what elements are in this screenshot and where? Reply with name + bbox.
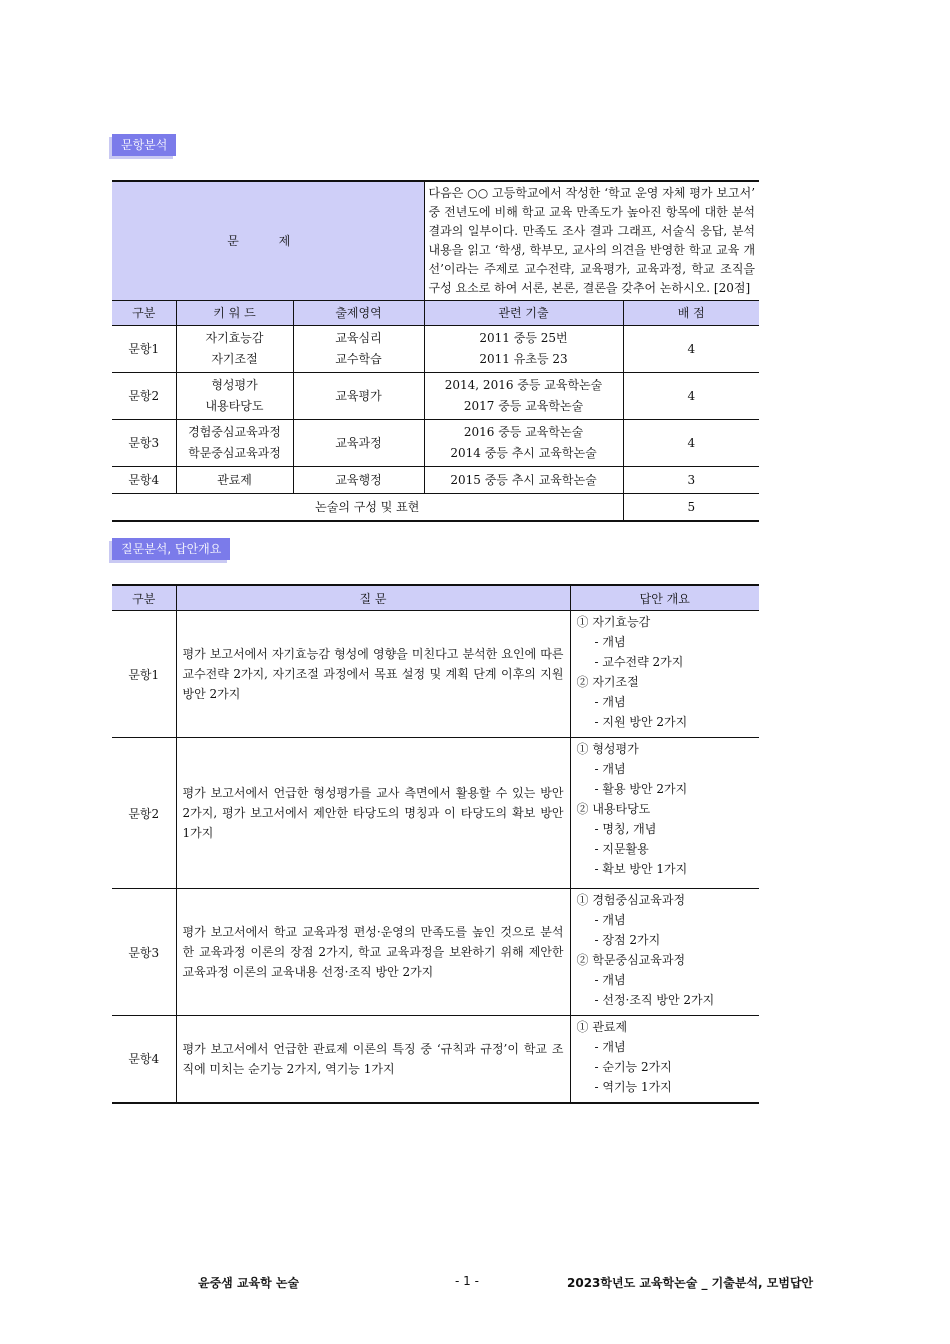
- row-gubun: 문항4: [112, 1016, 176, 1103]
- section-title-question-analysis: 질문분석, 답안개요: [112, 538, 230, 560]
- table-row: [112, 326, 759, 373]
- answer-subitem: - 명칭, 개념: [594, 822, 657, 836]
- header-question: 질 문: [176, 585, 570, 611]
- row-question: 평가 보고서에서 학교 교육과정 편성·운영의 만족도를 높인 것으로 분석한 교육과정 이론의 장점 2가지, 학교 교육과정을 보완하기 위해 제안한 교육과정 이론의 교육내용 선정·조직 방안 2가지: [176, 889, 570, 1016]
- problem-row: [112, 181, 759, 301]
- keyword-2: 내용타당도: [205, 399, 264, 413]
- composition-score: 5: [623, 494, 759, 522]
- row-answer-outline: [570, 889, 759, 1016]
- row-past-exam: [424, 420, 623, 467]
- answer-subitem: - 순기능 2가지: [594, 1060, 672, 1074]
- answer-subitem: - 지문활용: [594, 842, 649, 856]
- row-past-exam: 2015 중등 추시 교육학논술: [424, 467, 623, 494]
- row-keyword: [176, 420, 293, 467]
- header-gubun: 구분: [112, 301, 176, 326]
- answer-item: ② 학문중심교육과정: [576, 953, 686, 967]
- past-exam-2: 2011 유초등 23: [479, 352, 568, 366]
- answer-subitem: - 개념: [594, 1040, 626, 1054]
- keyword-2: 학문중심교육과정: [188, 446, 281, 460]
- answer-item: ① 관료제: [576, 1020, 628, 1034]
- answer-subitem: - 개념: [594, 635, 626, 649]
- table-row: [112, 889, 759, 1016]
- answer-item: ① 자기효능감: [576, 615, 651, 629]
- answer-item: ① 형성평가: [576, 742, 639, 756]
- header-score: 배 점: [623, 301, 759, 326]
- header-keyword: 키 워 드: [176, 301, 293, 326]
- keyword-2: 자기조절: [211, 352, 258, 366]
- row-area: 교육평가: [293, 373, 424, 420]
- answer-subitem: - 역기능 1가지: [594, 1080, 672, 1094]
- table-row: [112, 611, 759, 738]
- problem-text: 다음은 ○○ 고등학교에서 작성한 ‘학교 운영 자체 평가 보고서’ 중 전년도에 비해 학교 교육 만족도가 높아진 항목에 대한 분석 결과의 일부이다. 만족도 조사 결과 그래프, 서술식 응답, 분석 내용을 읽고 ‘학생, 학부모, 교사의 의견을 반영한 학교 교육 개선’이라는 주제로 교수전략, 교육평가, 교육과정, 학교 조직을 구성 요소로 하여 서론, 본론, 결론을 갖추어 논하시오. [20점]: [424, 181, 759, 301]
- row-area: [293, 326, 424, 373]
- row-keyword: 관료제: [176, 467, 293, 494]
- row-answer-outline: [570, 738, 759, 889]
- answer-item: ② 내용타당도: [576, 802, 651, 816]
- row-gubun: 문항1: [112, 611, 176, 738]
- row-gubun: 문항2: [112, 738, 176, 889]
- answer-subitem: - 개념: [594, 913, 626, 927]
- item-analysis-table: [112, 180, 759, 522]
- row-gubun: 문항3: [112, 420, 176, 467]
- table-row: [112, 373, 759, 420]
- past-exam-2: 2014 중등 추시 교육학논술: [450, 446, 597, 460]
- area-1: 교육심리: [335, 331, 382, 345]
- row-past-exam: [424, 373, 623, 420]
- row-score: 4: [623, 326, 759, 373]
- footer-left: 윤중샘 교육학 논술: [198, 1276, 300, 1290]
- answer-subitem: - 확보 방안 1가지: [594, 862, 688, 876]
- answer-subitem: - 활용 방안 2가지: [594, 782, 688, 796]
- keyword-1: 형성평가: [211, 378, 258, 392]
- row-answer-outline: [570, 1016, 759, 1103]
- row-answer-outline: [570, 611, 759, 738]
- footer-right: 2023학년도 교육학논술 _ 기출분석, 모범답안: [567, 1276, 814, 1290]
- header-past-exam: 관련 기출: [424, 301, 623, 326]
- question-analysis-table: [112, 584, 759, 1104]
- keyword-1: 자기효능감: [205, 331, 264, 345]
- answer-item: ① 경험중심교육과정: [576, 893, 686, 907]
- row-score: 4: [623, 373, 759, 420]
- section-title-item-analysis: 문항분석: [112, 134, 176, 156]
- table-row: [112, 738, 759, 889]
- row-score: 4: [623, 420, 759, 467]
- row-gubun: 문항2: [112, 373, 176, 420]
- row-keyword: [176, 326, 293, 373]
- row-score: 3: [623, 467, 759, 494]
- table-row: [112, 420, 759, 467]
- answer-subitem: - 개념: [594, 695, 626, 709]
- row-keyword: [176, 373, 293, 420]
- row-area: 교육과정: [293, 420, 424, 467]
- page-number: - 1 -: [455, 1274, 479, 1288]
- answer-subitem: - 교수전략 2가지: [594, 655, 684, 669]
- past-exam-1: 2011 중등 25번: [479, 331, 568, 345]
- row-area: 교육행정: [293, 467, 424, 494]
- table-row: [112, 1016, 759, 1103]
- row-gubun: 문항3: [112, 889, 176, 1016]
- table-header-row: [112, 301, 759, 326]
- past-exam-1: 2014, 2016 중등 교육학논술: [444, 378, 603, 392]
- row-gubun: 문항1: [112, 326, 176, 373]
- row-gubun: 문항4: [112, 467, 176, 494]
- answer-subitem: - 장점 2가지: [594, 933, 661, 947]
- answer-subitem: - 개념: [594, 973, 626, 987]
- past-exam-2: 2017 중등 교육학논술: [463, 399, 584, 413]
- row-question: 평가 보고서에서 언급한 형성평가를 교사 측면에서 활용할 수 있는 방안 2가지, 평가 보고서에서 제안한 타당도의 명칭과 이 타당도의 확보 방안 1가지: [176, 738, 570, 889]
- header-answer-outline: 답안 개요: [570, 585, 759, 611]
- table-header-row: [112, 585, 759, 611]
- row-question: 평가 보고서에서 자기효능감 형성에 영향을 미친다고 분석한 요인에 따른 교수전략 2가지, 자기조절 과정에서 목표 설정 및 계획 단계 이후의 지원 방안 2가지: [176, 611, 570, 738]
- table-footer-row: [112, 494, 759, 522]
- row-question: 평가 보고서에서 언급한 관료제 이론의 특징 중 ‘규칙과 규정’이 학교 조직에 미치는 순기능 2가지, 역기능 1가지: [176, 1016, 570, 1103]
- answer-item: ② 자기조절: [576, 675, 639, 689]
- header-gubun: 구분: [112, 585, 176, 611]
- header-area: 출제영역: [293, 301, 424, 326]
- row-past-exam: [424, 326, 623, 373]
- answer-subitem: - 선정·조직 방안 2가지: [594, 993, 715, 1007]
- table-row: [112, 467, 759, 494]
- past-exam-1: 2016 중등 교육학논술: [463, 425, 584, 439]
- problem-label: 문 제: [112, 181, 424, 301]
- keyword-1: 경험중심교육과정: [188, 425, 281, 439]
- answer-subitem: - 지원 방안 2가지: [594, 715, 688, 729]
- area-2: 교수학습: [335, 352, 382, 366]
- answer-subitem: - 개념: [594, 762, 626, 776]
- composition-label: 논술의 구성 및 표현: [112, 494, 623, 522]
